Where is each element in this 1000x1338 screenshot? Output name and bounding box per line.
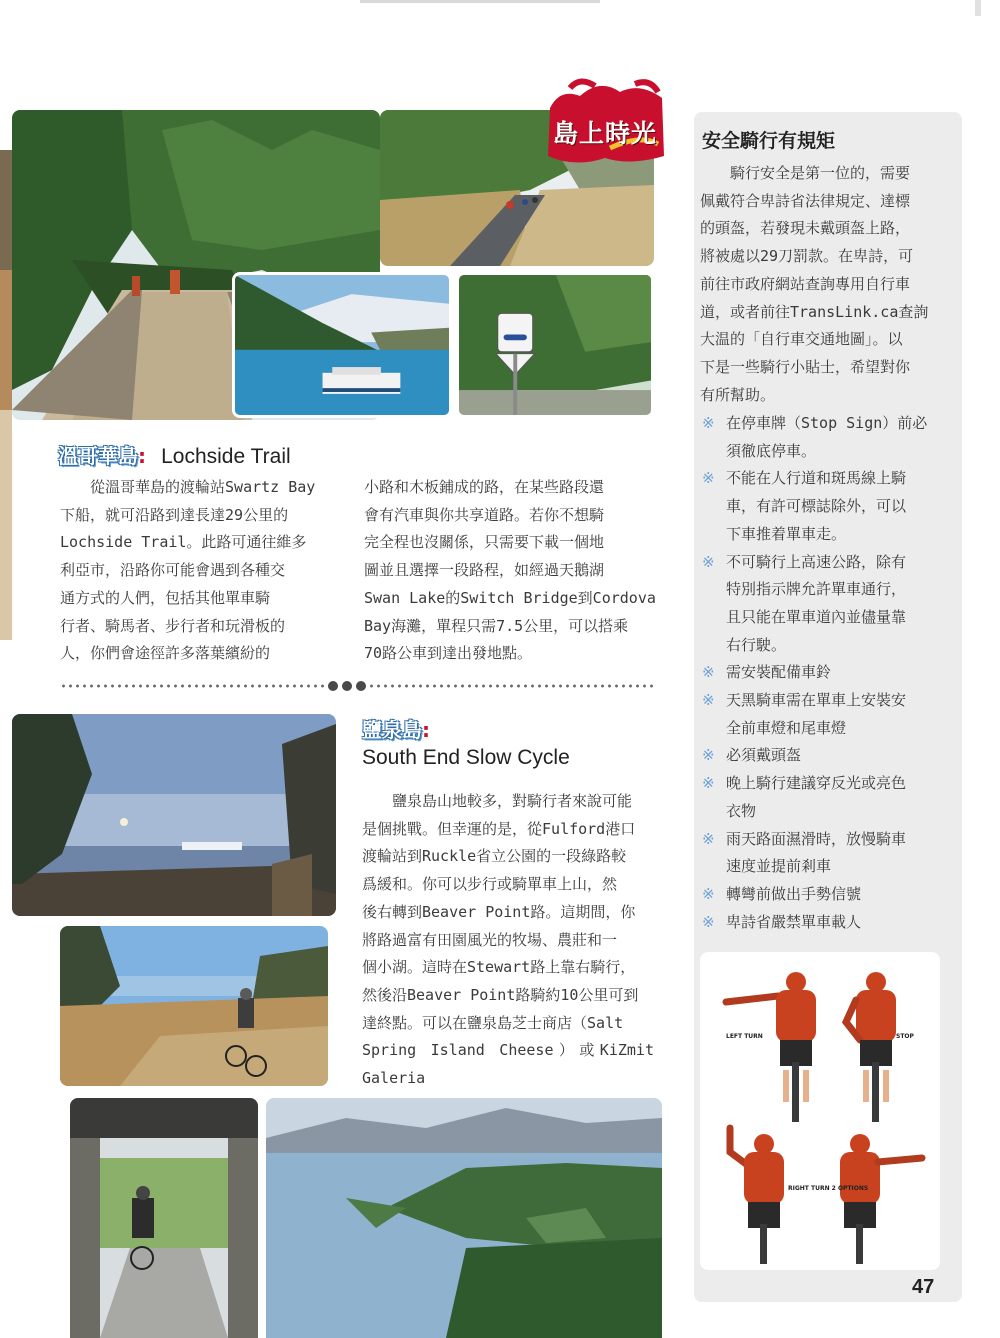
section2-tag: 鹽泉島	[362, 718, 422, 742]
hand-signals-illustration	[700, 952, 940, 1270]
photo-moonlit-shore-ferry	[12, 714, 336, 916]
section1-tag: 溫哥華島	[58, 444, 138, 468]
cyclist-right-turn-extended	[840, 1134, 922, 1264]
list-item: ※ 轉彎前做出手勢信號	[700, 881, 944, 909]
tip-marker: ※	[702, 469, 715, 488]
safety-tips-list	[700, 410, 944, 936]
cyclist-left-turn	[726, 972, 816, 1122]
list-item: ※ 在停車牌（Stop Sign）前必 須徹底停車。	[700, 410, 944, 465]
label-left-turn: LEFT TURN	[726, 1033, 763, 1040]
section1-column1: 從溫哥華島的渡輪站Swartz Bay 下船，就可沿路到達長達29公里的 Lochside Trail。此路可通往維多 利亞市，沿路你可能會遇到各種交 通方式的人們，包括其他單車騎 行者、騎馬者、步行者和玩滑板的 人，你們會途徑許多落葉繽紛的	[60, 478, 316, 663]
sidebar-intro: 騎行安全是第一位的，需要 佩戴符合卑詩省法律規定、達標 的頭盔，若發現未戴頭盔上路， 將被處以29刀罰款。在卑詩，可 前往市政府網站查詢專用自行車 道，或者前往TransLink.ca查詢 大温的「自行車交通地圖」。以 下是一些騎行小貼士，希望對你 有所幫助。	[700, 164, 929, 404]
tip-marker: ※	[702, 746, 715, 765]
tip-marker: ※	[702, 774, 715, 793]
list-item: ※ 不可騎行上高速公路，除有 特別指示牌允許單車通行， 且只能在單車道內並儘量靠 右行駛。	[700, 549, 944, 660]
tip-marker: ※	[702, 829, 715, 848]
list-item: ※ 需安裝配備車鈴	[700, 659, 944, 687]
sidebar-title: 安全騎行有規矩	[702, 130, 836, 152]
list-item: ※ 不能在人行道和斑馬線上騎 車，有許可標誌除外，可以 下車推着單車走。	[700, 465, 944, 548]
section-badge	[540, 78, 670, 168]
list-item: ※ 卑詩省嚴禁單車載人	[700, 909, 944, 937]
photo-lochside-sign	[456, 272, 654, 418]
cyclist-stop	[846, 972, 896, 1122]
section2-heading-tag	[362, 714, 430, 743]
label-right-turn: RIGHT TURN 2 OPTIONS	[788, 1185, 869, 1192]
divider-dot	[342, 681, 352, 691]
section1-heading	[58, 440, 291, 469]
section1-title: Lochside Trail	[161, 445, 291, 468]
top-rule	[360, 0, 600, 3]
list-item: ※ 天黑騎車需在單車上安裝安 全前車燈和尾車燈	[700, 687, 944, 742]
tip-marker: ※	[702, 912, 715, 931]
photo-aerial-bay	[266, 1098, 662, 1338]
section2-colon: :	[422, 718, 430, 742]
list-item: ※ 雨天路面濕滑時，放慢騎車 速度並提前剎車	[700, 826, 944, 881]
photo-underpass-cyclist	[70, 1098, 258, 1338]
corner-mark	[975, 0, 981, 16]
photo-cyclist-meadow	[60, 926, 328, 1086]
section1-column2: 小路和木板鋪成的路，在某些路段還 會有汽車與你共享道路。若你不想騎 完全程也沒關係，只需要下載一個地 圖並且選擇一段路程，如經過天鵝湖 Swan Lake的Switch Bridge到Cordova Bay海灘，單程只需7.5公里，可以搭乘 70路公車到達出發地點。	[364, 478, 656, 663]
section1-colon: :	[138, 444, 146, 468]
tip-marker: ※	[702, 414, 715, 432]
list-item: ※ 晚上騎行建議穿反光或亮色 衣物	[700, 770, 944, 825]
list-item: ※ 必須戴頭盔	[700, 742, 944, 770]
section2-body: 鹽泉島山地較多，對騎行者來說可能 是個挑戰。但幸運的是，從Fulford港口 渡輪站到Ruckle省立公園的一段綠路較 爲緩和。你可以步行或騎單車上山，然 後右轉到Beaver Point路。這期間，你 將路過富有田園風光的牧場、農莊和一 個小湖。這時在Stewart路上靠右騎行， 然後沿Beaver Point路騎約10公里可到 達終點。可以在鹽泉島芝士商店（Salt Spring Island Cheese）或KiZmit Galeria	[362, 792, 654, 1088]
section2-title: South End Slow Cycle	[362, 746, 570, 769]
divider-dot	[356, 681, 366, 691]
badge-label: 島上時光	[552, 119, 657, 148]
tip-marker: ※	[702, 884, 715, 903]
cyclist-right-turn-raised	[730, 1128, 784, 1264]
page-number: 47	[912, 1276, 935, 1298]
tip-marker: ※	[702, 552, 715, 571]
tip-marker: ※	[702, 663, 715, 682]
photo-ferry-inlet	[232, 272, 452, 418]
adjacent-page-edge	[0, 150, 12, 640]
divider-dot	[328, 681, 338, 691]
tip-marker: ※	[702, 691, 715, 710]
label-stop: STOP	[896, 1033, 914, 1040]
